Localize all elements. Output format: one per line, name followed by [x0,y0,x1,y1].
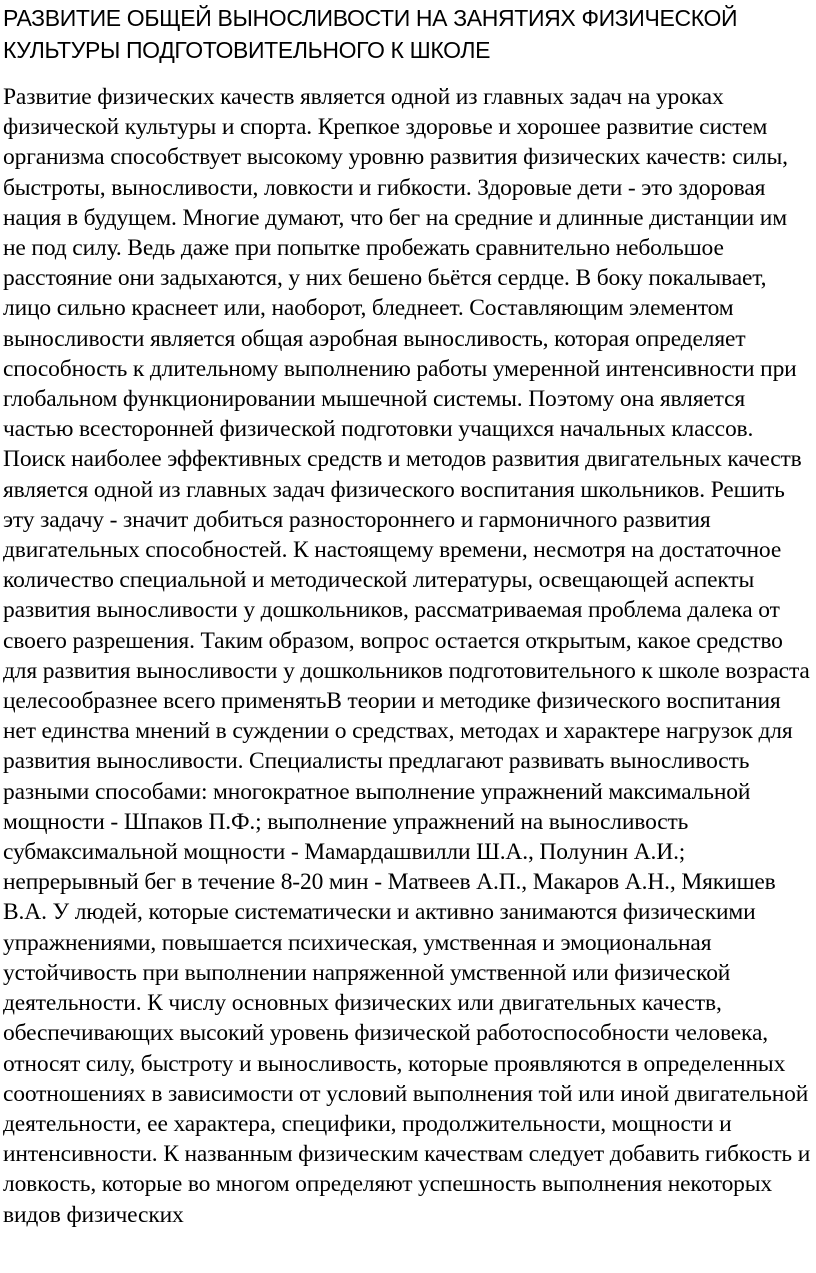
document-body-text: Развитие физических качеств является одной из главных задач на уроках физической культуры и спорта. Крепкое здоровье и хорошее развитие систем организма способствует высокому уровню развития физических качеств: силы, быстроты, выносливости, ловкости и гибкости. Здоровые дети - это здоровая нация в будущем. Многие думают, что бег на средние и длинные дистанции им не под силу. Ведь даже при попытке пробежать сравнительно небольшое расстояние они задыхаются, у них бешено бьётся сердце. В боку покалывает, лицо сильно краснеет или, наоборот, бледнеет. Составляющим элементом выносливости является общая аэробная выносливость, которая определяет способность к длительному выполнению работы умеренной интенсивности при глобальном функционировании мышечной системы. Поэтому она является частью всесторонней физической подготовки учащихся начальных классов. Поиск наиболее эффективных средств и методов развития двигательных качеств является одной из главных задач физического воспитания школьников. Решить эту задачу - значит добиться разностороннего и гармоничного развития двигательных способностей. К настоящему времени, несмотря на достаточное количество специальной и методической литературы, освещающей аспекты развития выносливости у дошкольников, рассматриваемая проблема далека от своего разрешения. Таким образом, вопрос остается открытым, какое средство для развития выносливости у дошкольников подготовительного к школе возраста целесообразнее всего применятьВ теории и методике физического воспитания нет единства мнений в суждении о средствах, методах и характере нагрузок для развития выносливости. Специалисты предлагают развивать выносливость разными способами: многократное выполнение упражнений максимальной мощности - Шпаков П.Ф.; выполнение упражнений на выносливость субмаксимальной мощности - Мамардашвилли Ш.А., Полунин А.И.; непрерывный бег в течение 8-20 мин - Матвеев А.П., Макаров А.Н., Мякишев В.А. У людей, которые систематически и активно занимаются физическими упражнениями, повышается психическая, умственная и эмоциональная устойчивость при выполнении напряженной умственной или физической деятельности. К числу основных физических или двигательных качеств, обеспечивающих высокий уровень физической работоспособности человека, относят силу, быстроту и выносливость, которые проявляются в определенных соотношениях в зависимости от условий выполнения той или иной двигательной деятельности, ее характера, специфики, продолжительности, мощности и интенсивности. К названным физическим качествам следует добавить гибкость и ловкость, которые во многом определяют успешность выполнения некоторых видов физических [3,84,811,1228]
document-title: РАЗВИТИЕ ОБЩЕЙ ВЫНОСЛИВОСТИ НА ЗАНЯТИЯХ ФИЗИЧЕСКОЙ КУЛЬТУРЫ ПОДГОТОВИТЕЛЬНОГО К ШКОЛЕ [3,5,738,63]
